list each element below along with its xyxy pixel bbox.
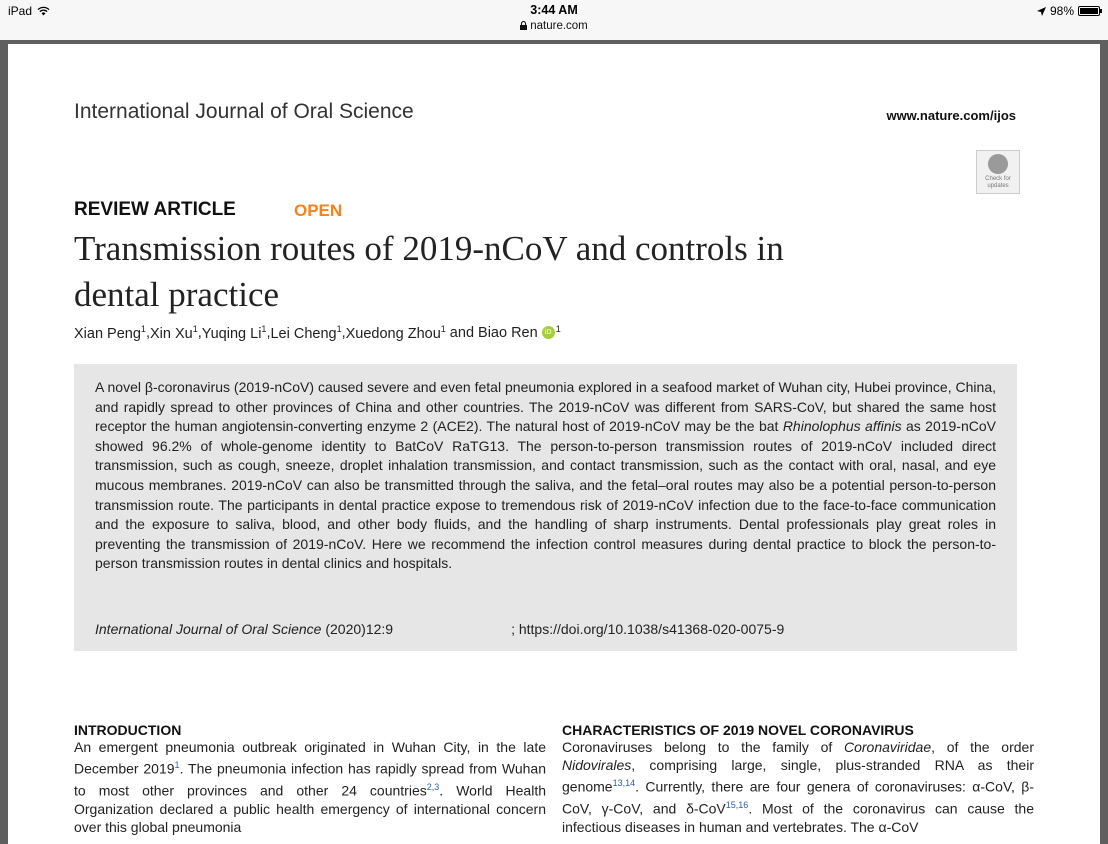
reference-link[interactable]: 15,16 bbox=[725, 800, 749, 811]
author[interactable]: Biao Ren bbox=[478, 324, 538, 341]
section-heading: CHARACTERISTICS OF 2019 NOVEL CORONAVIRUS bbox=[562, 722, 914, 738]
doi-link[interactable]: https://doi.org/10.1038/s41368-020-0075-9 bbox=[518, 621, 785, 637]
author[interactable]: Xin Xu$^1$ bbox=[149, 324, 198, 342]
location-arrow-icon bbox=[1037, 7, 1046, 16]
open-access-badge: OPEN bbox=[294, 201, 343, 220]
battery-fill bbox=[1080, 8, 1098, 14]
url-text: nature.com bbox=[530, 20, 588, 32]
address-bar[interactable] bbox=[0, 20, 1108, 32]
status-bar bbox=[0, 0, 1108, 40]
battery-icon bbox=[1078, 6, 1100, 16]
document-page bbox=[8, 44, 1100, 844]
journal-site-link[interactable]: www.nature.com/ijos bbox=[886, 108, 1016, 123]
introduction-section bbox=[74, 722, 546, 836]
author-list: Xian Peng$^1$ , Xin Xu$^1$ , Yuqing Li$^1$ , Lei Cheng$^1$ , Xuedong Zhou$^1$ and Biao Ren iD $^1$ bbox=[74, 324, 561, 342]
status-time: 3:44 AM bbox=[530, 3, 578, 17]
check-for-updates-badge[interactable] bbox=[976, 150, 1020, 194]
article-type: REVIEW ARTICLE bbox=[74, 199, 236, 220]
reference-link[interactable]: 1 bbox=[174, 760, 180, 771]
check-updates-icon bbox=[988, 154, 1008, 174]
author[interactable]: Xian Peng$^1$ bbox=[74, 324, 146, 342]
author[interactable]: Yuqing Li$^1$ bbox=[201, 324, 267, 342]
abstract-text: A novel β-coronavirus (2019-nCoV) caused severe and even fetal pneumonia explored in a seafood market of Wuhan city, Hubei province, China, and rapidly spread to other provinces of China and other countries. The 2019-nCoV was different from SARS-CoV, but shared the same host receptor the human angiotensin-converting enzyme 2 (ACE2). The natural host of 2019-nCoV may be the bat Rhinolophus affinis as 2019-nCoV showed 96.2% of whole-genome identity to BatCoV RaTG13. The person-to-person transmission routes of 2019-nCoV included direct transmission, such as cough, sneeze, droplet inhalation transmission, and contact transmission, such as the contact with oral, nasal, and eye mucous membranes. 2019-nCoV can also be transmitted through the saliva, and the fetal–oral routes may also be a potential person-to-person transmission route. The participants in dental practice expose to tremendous risk of 2019-nCoV infection due to the face-to-face communication and the exposure to saliva, blood, and other body fluids, and the handling of sharp instruments. Dental professionals play great roles in preventing the transmission of 2019-nCoV. Here we recommend the infection control measures during dental practice to block the person-to-person transmission routes in dental clinics and hospitals. bbox=[95, 379, 996, 572]
device-name: iPad bbox=[8, 4, 33, 18]
author[interactable]: Lei Cheng$^1$ bbox=[270, 324, 342, 342]
section-heading: INTRODUCTION bbox=[74, 722, 182, 738]
reference-link[interactable]: 13,14 bbox=[612, 778, 636, 789]
battery-percent: 98% bbox=[1049, 4, 1074, 18]
status-right bbox=[1037, 4, 1100, 18]
section-body: An emergent pneumonia outbreak originated in Wuhan City, in the late December 2019$^1$. The pneumonia infection has rapidly spread from Wuhan to most other provinces and other 24 countries$^{2,3}$. World Health Organization declared a public health emergency of international concern over this global pneumonia bbox=[74, 739, 547, 836]
citation-line: International Journal of Oral Science (2020)12:9 ; https://doi.org/10.1038/s41368-020-0075-9 bbox=[95, 621, 785, 637]
check-updates-label: Check for updates bbox=[985, 176, 1011, 189]
journal-name: International Journal of Oral Science bbox=[74, 100, 414, 123]
orcid-icon[interactable]: iD bbox=[542, 326, 555, 339]
author[interactable]: Xuedong Zhou$^1$ bbox=[345, 324, 446, 342]
lock-icon bbox=[520, 21, 527, 30]
characteristics-section bbox=[562, 722, 1034, 836]
section-body: Coronaviruses belong to the family of Coronaviridae, of the order Nidovirales, comprising large, single, plus-stranded RNA as their genome$^{13,14}$. Currently, there are four genera of coronaviruses: α-CoV, β-CoV, γ-CoV, and δ-CoV$^{15,16}$. Most of the coronavirus can cause the infectious diseases in human and vertebrates. The α-CoV bbox=[562, 739, 1034, 836]
article-title: Transmission routes of 2019-nCoV and controls in dental practice bbox=[74, 229, 784, 314]
citation-journal: International Journal of Oral Science bbox=[95, 621, 322, 637]
reference-link[interactable]: 2,3 bbox=[426, 782, 440, 793]
abstract-box bbox=[74, 364, 1017, 651]
